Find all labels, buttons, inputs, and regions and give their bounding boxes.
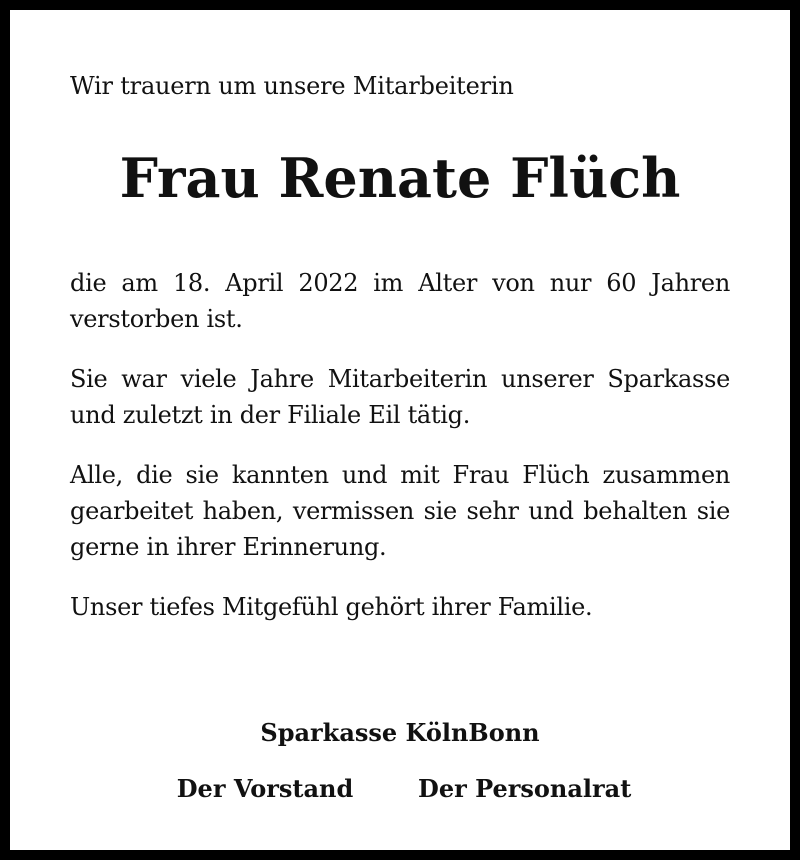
deceased-name: Frau Renate Flüch bbox=[119, 146, 681, 210]
paragraph-date: die am 18. April 2022 im Alter von nur 60 Jahren verstorben ist. bbox=[70, 269, 730, 333]
signature-staff-council: Der Personalrat bbox=[418, 774, 632, 803]
signature-board: Der Vorstand bbox=[176, 774, 354, 803]
paragraph-colleagues: Alle, die sie kannten und mit Frau Flüch zusammen gearbeitet haben, vermissen sie sehr und behalten sie gerne in ihrer Erinnerung. bbox=[70, 461, 730, 561]
notice-body bbox=[70, 265, 730, 649]
paragraph-condolence: Unser tiefes Mitgefühl gehört ihrer Familie. bbox=[70, 593, 593, 621]
intro-line: Wir trauern um unsere Mitarbeiterin bbox=[70, 72, 514, 100]
signature-organization: Sparkasse KölnBonn bbox=[260, 718, 540, 747]
paragraph-career: Sie war viele Jahre Mitarbeiterin unserer Sparkasse und zuletzt in der Filiale Eil tätig. bbox=[70, 365, 730, 429]
